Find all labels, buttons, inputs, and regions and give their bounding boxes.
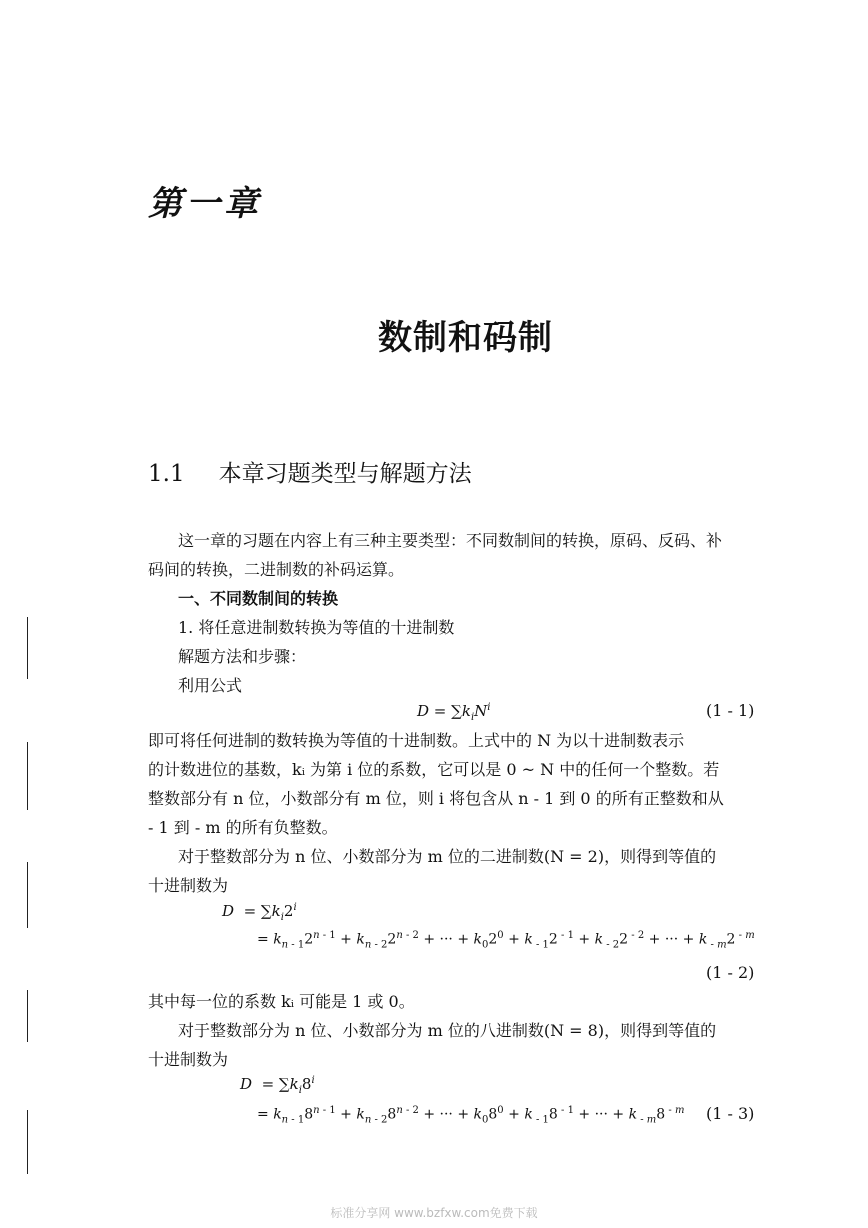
equation-1-1: $D = \sum k_iN^i$ [417,702,491,723]
paragraph-line: 利用公式 [178,676,243,695]
margin-mark [27,617,28,679]
paragraph-line: 即可将任何进制的数转换为等值的十进制数。上式中的 N 为以十进制数表示 [148,731,685,750]
margin-mark [27,990,28,1042]
paragraph-line: 十进制数为 [148,1050,229,1069]
equation-1-3-line1: $D = \sum k_i8^i$ [240,1075,315,1096]
paragraph-line: 十进制数为 [148,876,229,895]
list-item: 1. 将任意进制数转换为等值的十进制数 [178,618,455,637]
margin-mark [27,742,28,810]
equation-number: (1 - 2) [706,963,755,982]
paragraph-line: 整数部分有 n 位，小数部分有 m 位，则 i 将包含从 n - 1 到 0 的所有正整数和从 [148,789,724,808]
paragraph-line: 码间的转换，二进制数的补码运算。 [148,560,405,579]
paragraph-line: - 1 到 - m 的所有负整数。 [148,818,338,837]
paragraph-line: 对于整数部分为 n 位、小数部分为 m 位的二进制数(N = 2)，则得到等值的 [178,847,717,866]
paragraph-line: 解题方法和步骤： [178,647,307,666]
equation-number: (1 - 1) [706,701,755,720]
margin-mark [27,1110,28,1174]
paragraph-line: 这一章的习题在内容上有三种主要类型：不同数制间的转换，原码、反码、补 [178,531,723,550]
equation-number: (1 - 3) [706,1104,755,1123]
paragraph-line: 其中每一位的系数 kᵢ 可能是 1 或 0。 [148,992,415,1011]
margin-mark [27,862,28,928]
paragraph-line: 对于整数部分为 n 位、小数部分为 m 位的八进制数(N = 8)，则得到等值的 [178,1021,717,1040]
equation-1-2-line2: = $k_{n - 1}2^{n - 1} + k_{n - 2}2^{n - 2}$ + ··· + $k_02^0 + k$ $_{- 1}$2 $^{- 1}$ + k $_{- 2}$2 $^{- 2}$ + ··· + k $_{- m}$2 $^{- m}$ [257,930,755,951]
subheading: 一、不同数制间的转换 [178,589,339,608]
section-title: 本章习题类型与解题方法 [218,461,472,487]
paragraph-line: 的计数进位的基数，kᵢ 为第 i 位的系数，它可以是 0 ~ N 中的任何一个整数。若 [148,760,720,779]
chapter-title: 数制和码制 [378,318,553,358]
section-number: 1.1 [148,461,185,487]
section-heading [148,455,472,488]
footer-watermark: 标准分享网 www.bzfxw.com免费下载 [330,1206,538,1220]
equation-1-3-line2: = $k_{n - 1}8^{n - 1} + k_{n - 2}8^{n - 2}$ + ··· + $k_08^0 + k$ $_{- 1}$8 $^{- 1}$ + ··· + k $_{- m}$8 $^{- m}$ [257,1105,685,1126]
equation-1-2-line1: $D = \sum k_i2^i$ [222,902,297,923]
chapter-label: 第一章 [148,184,262,224]
